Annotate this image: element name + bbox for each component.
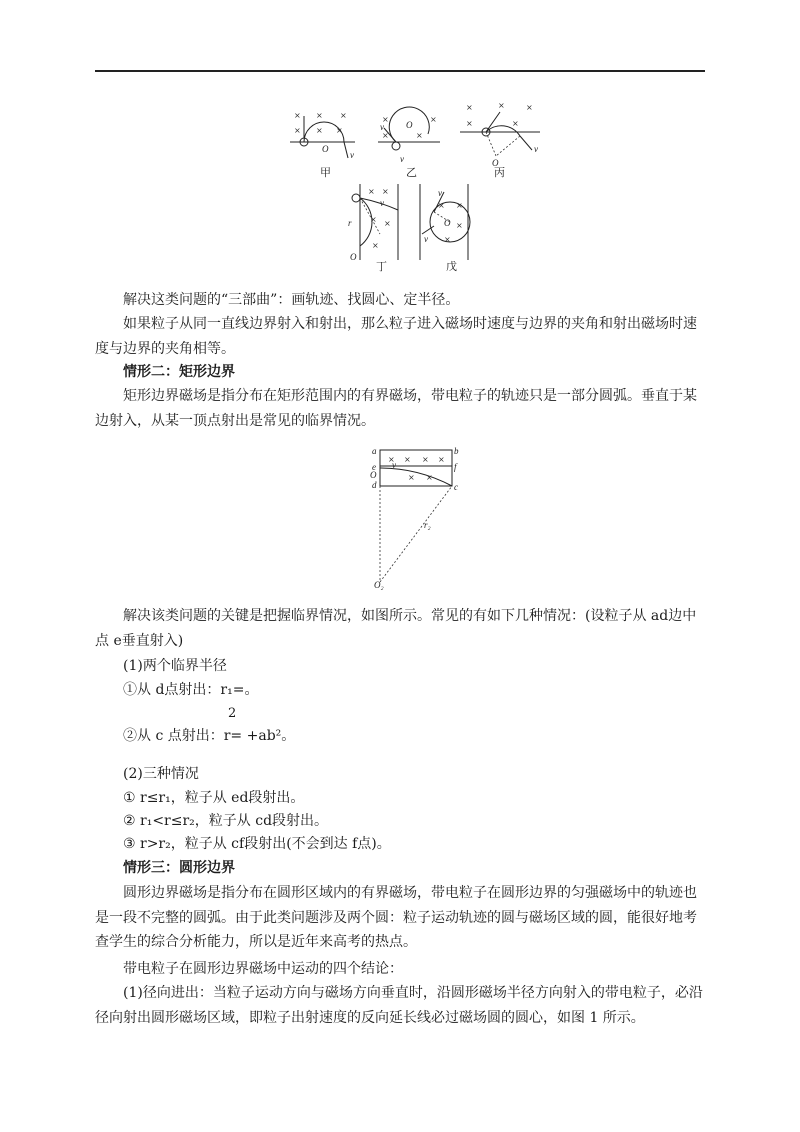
label-wu: 戊 <box>446 260 457 273</box>
diagram-jia <box>290 111 355 160</box>
item-two-radii: (1)两个临界半径 <box>123 658 227 674</box>
svg-text:×: × <box>372 241 379 250</box>
svg-text:v: v <box>350 150 354 160</box>
point-o2: O₂ <box>374 580 384 590</box>
svg-text:×: × <box>512 119 519 128</box>
label-bing: 丙 <box>494 166 505 179</box>
svg-text:v: v <box>424 234 428 244</box>
heading-case-two: 情形二：矩形边界 <box>123 364 235 380</box>
svg-text:O: O <box>406 120 413 130</box>
svg-text:×: × <box>456 201 463 210</box>
svg-text:v: v <box>438 188 442 198</box>
svg-text:×: × <box>382 115 389 124</box>
point-d: d <box>372 480 377 490</box>
svg-text:×: × <box>466 103 473 112</box>
figure-boundary-cases-bottom <box>340 182 480 274</box>
svg-text:×: × <box>456 221 463 230</box>
svg-text:×: × <box>294 126 301 135</box>
figure-rect-boundary <box>366 440 466 592</box>
item-case-ed: ① r≤r₁，粒子从 ed段射出。 <box>123 790 305 806</box>
item-case-cf: ③ r>r₂，粒子从 cf段射出(不会到达 f点)。 <box>123 836 391 852</box>
point-o: O <box>370 470 377 480</box>
svg-text:×: × <box>316 126 323 135</box>
svg-text:×: × <box>438 201 445 210</box>
label-ding: 丁 <box>376 260 387 273</box>
svg-text:×: × <box>498 101 505 110</box>
svg-text:v: v <box>380 198 384 208</box>
para-four-conclusions: 带电粒子在圆形边界磁场中运动的四个结论： <box>123 961 403 977</box>
svg-text:×: × <box>370 215 377 224</box>
svg-text:×: × <box>294 111 301 120</box>
item-case-cd-text: r₁<r≤r₂，粒子从 cd段射出。 <box>140 813 329 829</box>
svg-text:×: × <box>408 473 415 482</box>
velocity-label: v <box>392 460 396 470</box>
svg-text:O: O <box>444 218 451 228</box>
svg-text:×: × <box>382 187 389 196</box>
svg-text:×: × <box>438 455 445 464</box>
diagram-bing <box>460 101 540 168</box>
label-yi: 乙 <box>406 166 417 179</box>
item-case-cd: ② r₁<r≤r₂，粒子从 cd段射出。 <box>123 813 329 829</box>
svg-text:O: O <box>350 252 357 262</box>
svg-text:×: × <box>340 111 347 120</box>
diagram-wu <box>420 184 470 273</box>
svg-text:×: × <box>422 455 429 464</box>
svg-text:×: × <box>416 131 423 140</box>
para-circle-boundary: 圆形边界磁场是指分布在圆形区域内的有界磁场，带电粒子在圆形边界的匀强磁场中的轨迹也是一段不完整的圆弧。由于此类问题涉及两个圆：粒子运动轨迹的圆与磁场区域的圆，能很好地考查学生的综合分析能力，所以是近年来高考的热点。 <box>95 885 697 950</box>
point-e: e <box>372 462 376 472</box>
svg-text:×: × <box>444 235 451 244</box>
para-critical-cases: 解决该类问题的关键是把握临界情况，如图所示。常见的有如下几种情况：(设粒子从 ad边中点 e垂直射入) <box>95 608 697 649</box>
svg-text:×: × <box>404 455 411 464</box>
svg-text:v: v <box>400 154 404 164</box>
item-exit-c: ②从 c 点射出：r= +ab²。 <box>123 728 296 744</box>
point-c: c <box>454 482 458 492</box>
para-radial-in-out: (1)径向进出：当粒子运动方向与磁场方向垂直时，沿圆形磁场半径方向射入的带电粒子，必沿径向射出圆形磁场区域，即粒子出射速度的反向延长线必过磁场圆的圆心，如图 1 所示。 <box>95 985 703 1026</box>
heading-case-three: 情形三：圆形边界 <box>123 860 235 876</box>
svg-text:r: r <box>348 218 352 228</box>
point-f: f <box>454 462 457 472</box>
svg-text:O: O <box>492 158 499 168</box>
svg-text:×: × <box>336 126 343 135</box>
label-r2: r₂ <box>424 520 431 530</box>
para-same-line-boundary: 如果粒子从同一直线边界射入和射出，那么粒子进入磁场时速度与边界的夹角和射出磁场时速度与边界的夹角相等。 <box>95 316 697 357</box>
item-exit-d: ①从 d点射出：r₁=。 <box>123 682 259 698</box>
para-rect-boundary: 矩形边界磁场是指分布在矩形范围内的有界磁场，带电粒子的轨迹只是一部分圆弧。垂直于某边射入，从某一顶点射出是常见的临界情况。 <box>95 388 697 429</box>
para-three-steps: 解决这类问题的“三部曲”：画轨迹、找圆心、定半径。 <box>123 292 460 308</box>
svg-text:×: × <box>526 103 533 112</box>
svg-text:×: × <box>388 455 395 464</box>
item-exit-c-superscript: 2 <box>228 706 237 721</box>
header-rule <box>95 70 705 72</box>
svg-text:×: × <box>382 131 389 140</box>
item-three-cases: (2)三种情况 <box>123 766 199 782</box>
svg-text:×: × <box>316 111 323 120</box>
svg-text:×: × <box>426 473 433 482</box>
point-a: a <box>372 446 377 456</box>
svg-text:O: O <box>322 144 329 154</box>
svg-text:×: × <box>466 119 473 128</box>
svg-text:×: × <box>368 187 375 196</box>
diagram-ding <box>348 184 398 273</box>
label-jia: 甲 <box>320 166 331 179</box>
svg-text:v: v <box>380 122 384 132</box>
svg-text:×: × <box>384 219 391 228</box>
svg-text:×: × <box>430 115 437 124</box>
point-b: b <box>454 446 459 456</box>
figure-boundary-cases-top <box>280 100 550 180</box>
svg-text:v: v <box>534 144 538 154</box>
diagram-yi <box>378 107 440 164</box>
